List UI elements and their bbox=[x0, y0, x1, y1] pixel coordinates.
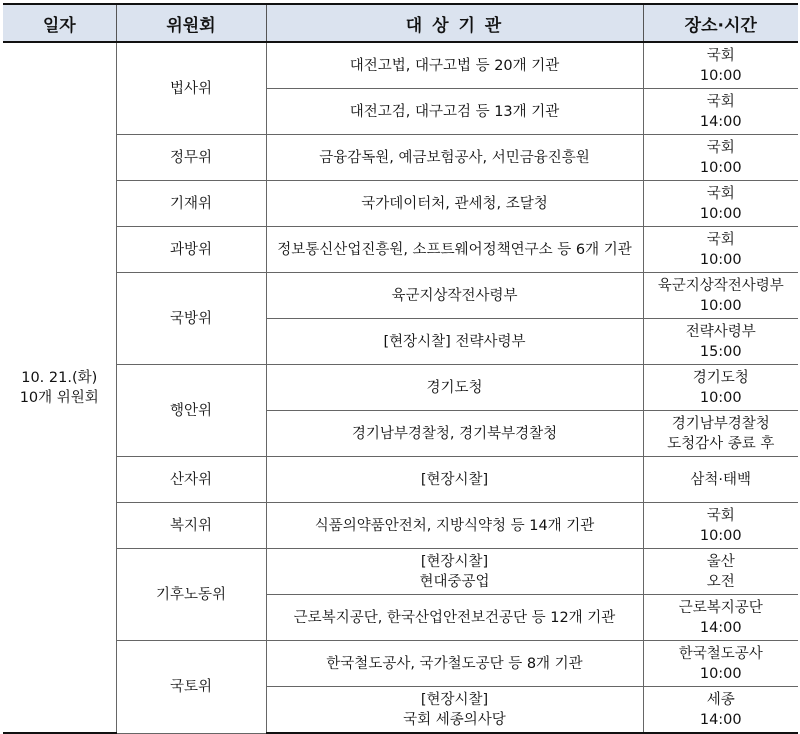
target-line: 현대중공업 bbox=[419, 573, 490, 590]
target-line: 대전고검, 대구고검 등 13개 기관 bbox=[349, 103, 560, 120]
place-time-line: 국회 bbox=[706, 507, 735, 524]
place-time-cell bbox=[643, 365, 798, 411]
place-time-cell bbox=[643, 181, 798, 227]
place-time-line: 10:00 bbox=[699, 665, 742, 682]
place-time-cell bbox=[643, 503, 798, 549]
target-line: 경기남부경찰청, 경기북부경찰청 bbox=[351, 425, 558, 442]
target-line: 국가데이터처, 관세청, 조달청 bbox=[361, 195, 548, 212]
target-line: [현장시찰] bbox=[420, 691, 489, 708]
place-time-cell bbox=[643, 227, 798, 273]
header-place-time: 장소·시간 bbox=[643, 4, 798, 42]
date-text: 10개 위원회 bbox=[19, 389, 99, 406]
target-line: [현장시찰] 전략사령부 bbox=[383, 333, 526, 350]
place-time-line: 국회 bbox=[706, 47, 735, 64]
table-row bbox=[3, 457, 798, 503]
place-time-line: 14:00 bbox=[699, 113, 742, 130]
header-row bbox=[3, 4, 798, 42]
committee-cell: 기재위 bbox=[116, 181, 266, 227]
committee-cell: 기후노동위 bbox=[116, 549, 266, 641]
place-time-cell bbox=[643, 273, 798, 319]
committee-cell: 과방위 bbox=[116, 227, 266, 273]
table-row bbox=[3, 365, 798, 411]
header-date: 일자 bbox=[3, 4, 116, 42]
place-time-cell bbox=[643, 42, 798, 89]
target-line: 근로복지공단, 한국산업안전보건공단 등 12개 기관 bbox=[293, 609, 616, 626]
place-time-line: 국회 bbox=[706, 93, 735, 110]
table-row bbox=[3, 227, 798, 273]
place-time-line: 도청감사 종료 후 bbox=[667, 435, 775, 452]
target-cell bbox=[266, 687, 643, 734]
place-time-line: 전략사령부 bbox=[685, 323, 756, 340]
place-time-line: 10:00 bbox=[699, 297, 742, 314]
committee-cell: 산자위 bbox=[116, 457, 266, 503]
committee-cell: 행안위 bbox=[116, 365, 266, 457]
place-time-line: 15:00 bbox=[699, 343, 742, 360]
header-committee: 위원회 bbox=[116, 4, 266, 42]
place-time-line: 오전 bbox=[706, 573, 735, 590]
target-line: [현장시찰] bbox=[420, 471, 489, 488]
target-line: 경기도청 bbox=[426, 379, 483, 396]
place-time-cell bbox=[643, 89, 798, 135]
target-cell bbox=[266, 365, 643, 411]
schedule-body bbox=[3, 42, 798, 733]
date-text: 10. 21.(화) bbox=[21, 369, 98, 386]
place-time-line: 10:00 bbox=[699, 527, 742, 544]
audit-schedule-table bbox=[3, 3, 798, 734]
place-time-line: 10:00 bbox=[699, 159, 742, 176]
target-cell bbox=[266, 227, 643, 273]
place-time-line: 10:00 bbox=[699, 389, 742, 406]
table-row bbox=[3, 641, 798, 687]
place-time-cell bbox=[643, 411, 798, 457]
header-target: 대 상 기 관 bbox=[266, 4, 643, 42]
place-time-line: 국회 bbox=[706, 185, 735, 202]
target-cell bbox=[266, 89, 643, 135]
table-row bbox=[3, 503, 798, 549]
place-time-line: 14:00 bbox=[699, 711, 742, 728]
committee-cell: 국방위 bbox=[116, 273, 266, 365]
place-time-line: 삼척·태백 bbox=[690, 471, 752, 488]
place-time-cell bbox=[643, 457, 798, 503]
place-time-line: 세종 bbox=[706, 691, 735, 708]
target-cell bbox=[266, 411, 643, 457]
committee-cell: 법사위 bbox=[116, 42, 266, 135]
target-cell bbox=[266, 273, 643, 319]
target-line: 대전고법, 대구고법 등 20개 기관 bbox=[349, 57, 560, 74]
table-row bbox=[3, 549, 798, 595]
table-row bbox=[3, 135, 798, 181]
date-cell bbox=[3, 42, 116, 733]
place-time-line: 육군지상작전사령부 bbox=[657, 277, 784, 294]
place-time-line: 국회 bbox=[706, 231, 735, 248]
committee-cell: 국토위 bbox=[116, 641, 266, 734]
target-cell bbox=[266, 135, 643, 181]
target-line: 정보통신산업진흥원, 소프트웨어정책연구소 등 6개 기관 bbox=[277, 241, 632, 258]
target-line: 국회 세종의사당 bbox=[403, 711, 506, 728]
committee-cell: 복지위 bbox=[116, 503, 266, 549]
target-cell bbox=[266, 42, 643, 89]
committee-cell: 정무위 bbox=[116, 135, 266, 181]
target-cell bbox=[266, 549, 643, 595]
place-time-line: 10:00 bbox=[699, 251, 742, 268]
place-time-line: 근로복지공단 bbox=[678, 599, 763, 616]
place-time-cell bbox=[643, 319, 798, 365]
place-time-line: 경기남부경찰청 bbox=[671, 415, 770, 432]
place-time-cell bbox=[643, 687, 798, 734]
place-time-line: 국회 bbox=[706, 139, 735, 156]
target-line: 한국철도공사, 국가철도공단 등 8개 기관 bbox=[326, 655, 583, 672]
target-line: [현장시찰] bbox=[420, 553, 489, 570]
place-time-cell bbox=[643, 595, 798, 641]
place-time-line: 울산 bbox=[706, 553, 735, 570]
place-time-cell bbox=[643, 135, 798, 181]
place-time-line: 경기도청 bbox=[692, 369, 749, 386]
place-time-line: 한국철도공사 bbox=[678, 645, 763, 662]
table-row bbox=[3, 273, 798, 319]
table-row bbox=[3, 181, 798, 227]
target-cell bbox=[266, 319, 643, 365]
place-time-line: 14:00 bbox=[699, 619, 742, 636]
table-row bbox=[3, 42, 798, 89]
target-line: 금융감독원, 예금보험공사, 서민금융진흥원 bbox=[319, 149, 590, 166]
place-time-line: 10:00 bbox=[699, 67, 742, 84]
target-cell bbox=[266, 595, 643, 641]
place-time-line: 10:00 bbox=[699, 205, 742, 222]
target-cell bbox=[266, 181, 643, 227]
target-cell bbox=[266, 503, 643, 549]
target-line: 식품의약품안전처, 지방식약청 등 14개 기관 bbox=[314, 517, 595, 534]
target-cell bbox=[266, 457, 643, 503]
place-time-cell bbox=[643, 549, 798, 595]
place-time-cell bbox=[643, 641, 798, 687]
target-line: 육군지상작전사령부 bbox=[391, 287, 518, 304]
target-cell bbox=[266, 641, 643, 687]
